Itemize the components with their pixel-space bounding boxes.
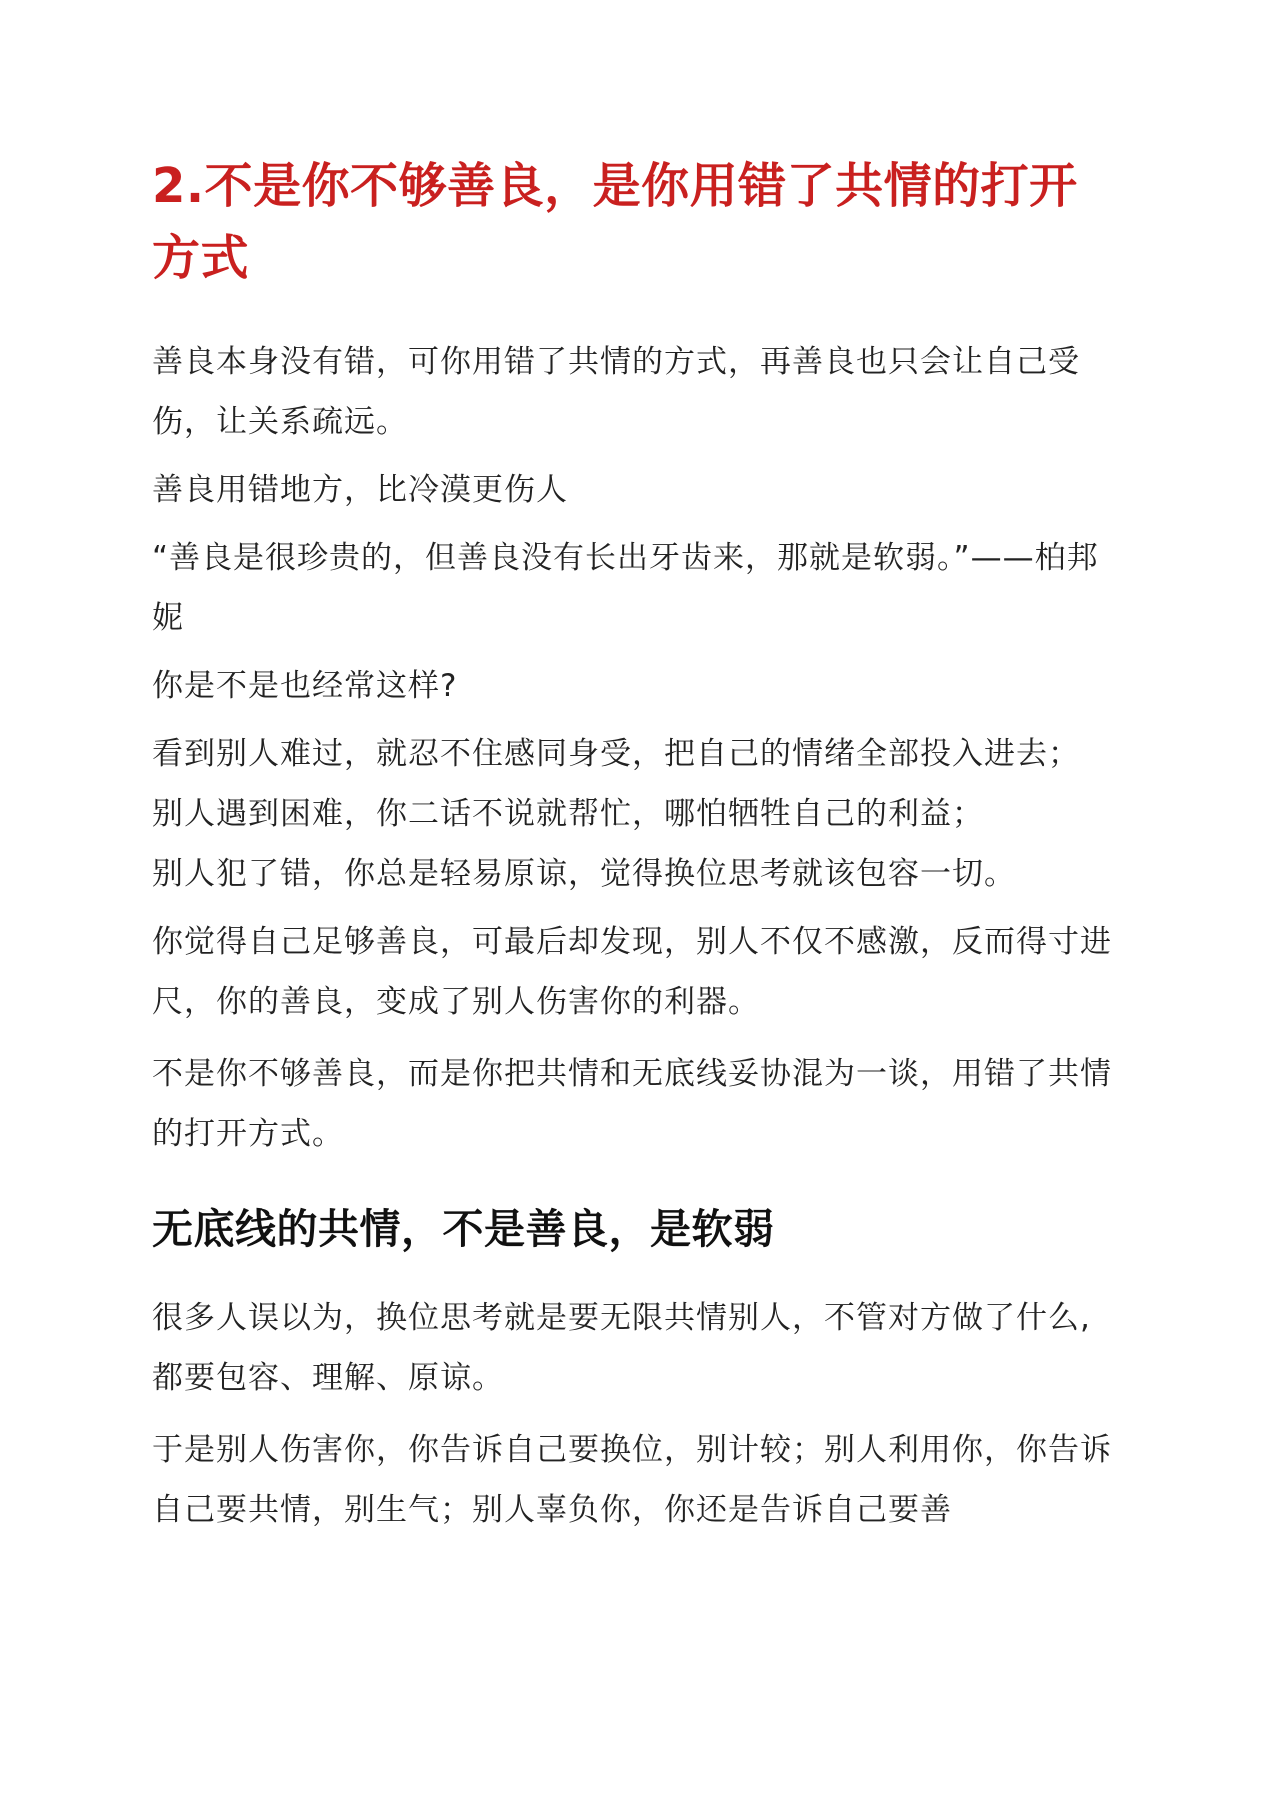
paragraph-quote: “善良是很珍贵的，但善良没有长出牙齿来，那就是软弱。”——柏邦妮 bbox=[152, 540, 1099, 636]
section-heading: 无底线的共情，不是善良，是软弱 bbox=[152, 1205, 775, 1253]
paragraph-realization: 你觉得自己足够善良，可最后却发现，别人不仅不感激，反而得寸进尺，你的善良，变成了别人伤害你的利器。 bbox=[152, 924, 1112, 1020]
paragraph-example-2: 别人遇到困难，你二话不说就帮忙，哪怕牺牲自己的利益； bbox=[152, 796, 984, 832]
paragraph-intro: 善良本身没有错，可你用错了共情的方式，再善良也只会让自己受伤，让关系疏远。 bbox=[152, 344, 1080, 440]
paragraph-consequence: 于是别人伤害你，你告诉自己要换位，别计较；别人利用你，你告诉自己要共情，别生气；别人辜负你，你还是告诉自己要善 bbox=[152, 1432, 1112, 1528]
paragraph-conclusion: 不是你不够善良，而是你把共情和无底线妥协混为一谈，用错了共情的打开方式。 bbox=[152, 1056, 1112, 1152]
article-title: 2.不是你不够善良，是你用错了共情的打开方式 bbox=[152, 158, 1078, 286]
article-content bbox=[152, 150, 1122, 1540]
paragraph-example-3: 别人犯了错，你总是轻易原谅，觉得换位思考就该包容一切。 bbox=[152, 856, 1016, 892]
paragraph-example-1: 看到别人难过，就忍不住感同身受，把自己的情绪全部投入进去； bbox=[152, 736, 1080, 772]
paragraph-misconception: 很多人误以为，换位思考就是要无限共情别人，不管对方做了什么,都要包容、理解、原谅。 bbox=[152, 1300, 1091, 1396]
paragraph-lead: 善良用错地方，比冷漠更伤人 bbox=[152, 472, 568, 508]
paragraph-question: 你是不是也经常这样? bbox=[152, 668, 458, 704]
